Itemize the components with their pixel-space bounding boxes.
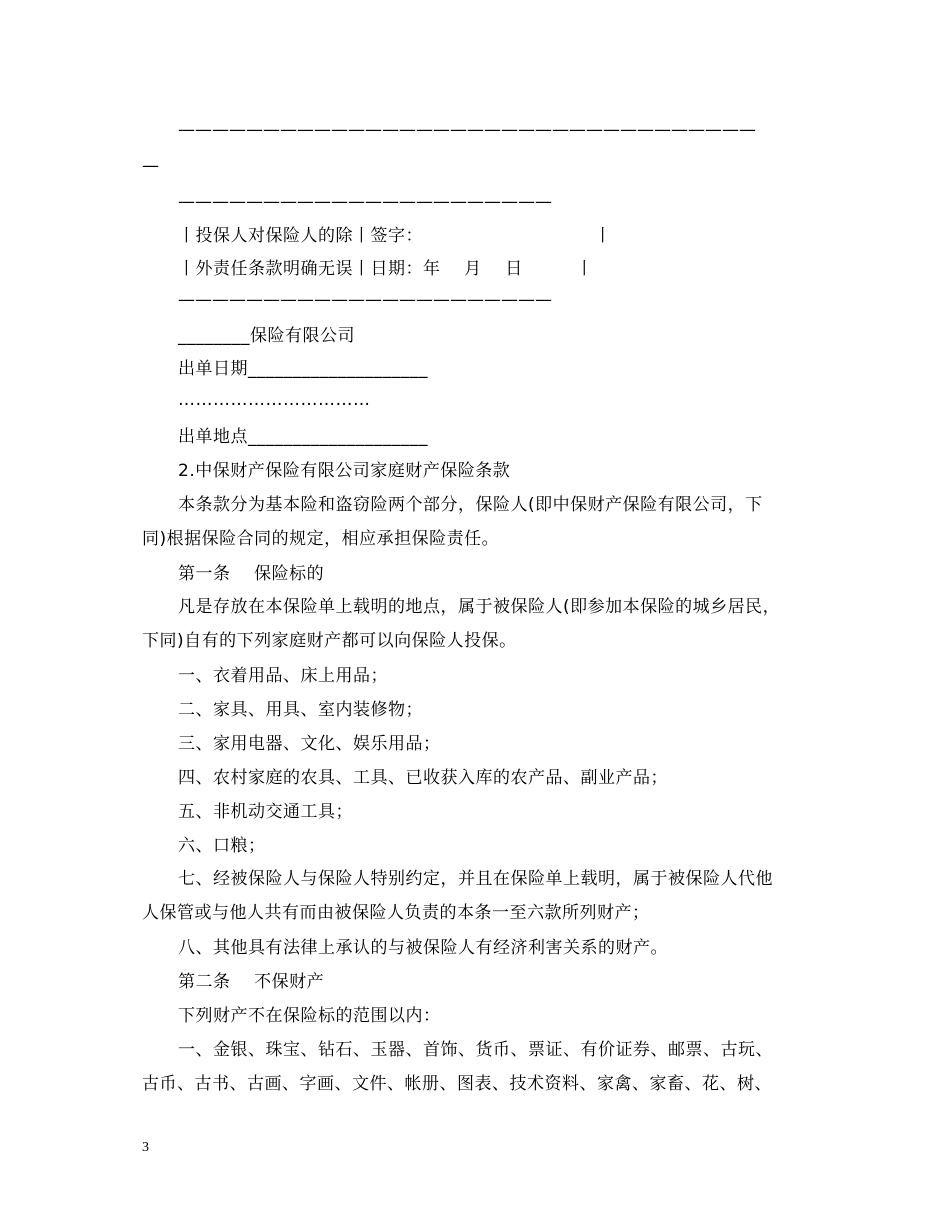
paragraph-2-line-1: 凡是存放在本保险单上载明的地点，属于被保险人(即参加本保险的城乡居民， — [178, 597, 781, 617]
exclusion-1-line-2: 古币、古书、古画、字画、文件、帐册、图表、技术资料、家禽、家畜、花、树、 — [142, 1074, 772, 1094]
list-item: 八、其他具有法律上承认的与被保险人有经济利害关系的财产。 — [178, 938, 668, 958]
article-1-title: 第一条 保险标的 — [178, 564, 325, 584]
section-heading: 2.中保财产保险有限公司家庭财产保险条款 — [178, 461, 511, 481]
issue-date-line: 出单日期____________________ — [178, 359, 428, 379]
list-item: 四、农村家庭的农具、工具、已收获入库的农产品、副业产品； — [178, 768, 668, 788]
table-rule-top: —————————————————————————————————— — [178, 120, 756, 140]
paragraph-3: 下列财产不在保险标的范围以内： — [178, 1006, 441, 1026]
page-number: 3 — [142, 1140, 149, 1155]
list-item: 一、衣着用品、床上用品； — [178, 666, 388, 686]
date-row: 丨外责任条款明确无误丨日期：年 月 日 丨 — [178, 259, 594, 279]
signature-row: 丨投保人对保险人的除丨签字： 丨 — [178, 226, 612, 246]
list-item: 二、家具、用具、室内装修物； — [178, 700, 423, 720]
list-item-7-line-2: 人保管或与他人共有而由被保险人负责的本条一至六款所列财产； — [142, 903, 650, 923]
paragraph-1-line-1: 本条款分为基本险和盗窃险两个部分，保险人(即中保财产保险有限公司，下 — [178, 495, 763, 515]
list-item: 六、口粮； — [178, 836, 266, 856]
exclusion-1-line-1: 一、金银、珠宝、钻石、玉器、首饰、货币、票证、有价证券、邮票、古玩、 — [178, 1040, 773, 1060]
issue-place-line: 出单地点____________________ — [178, 427, 428, 447]
table-rule-top-tail: — — [142, 156, 159, 176]
paragraph-1-line-2: 同)根据保险合同的规定，相应承担保险责任。 — [142, 529, 500, 549]
company-line: ________保险有限公司 — [178, 326, 355, 346]
table-rule-bottom: —————————————————————— — [178, 290, 552, 310]
table-rule-mid: —————————————————————— — [178, 192, 552, 212]
paragraph-2-line-2: 下同)自有的下列家庭财产都可以向保险人投保。 — [142, 631, 517, 651]
list-item-7-line-1: 七、经被保险人与保险人特别约定，并且在保险单上载明，属于被保险人代他 — [178, 869, 773, 889]
list-item: 三、家用电器、文化、娱乐用品； — [178, 734, 441, 754]
dotted-separator: …………………………… — [178, 390, 371, 410]
article-2-title: 第二条 不保财产 — [178, 972, 325, 992]
list-item: 五、非机动交通工具； — [178, 802, 353, 822]
